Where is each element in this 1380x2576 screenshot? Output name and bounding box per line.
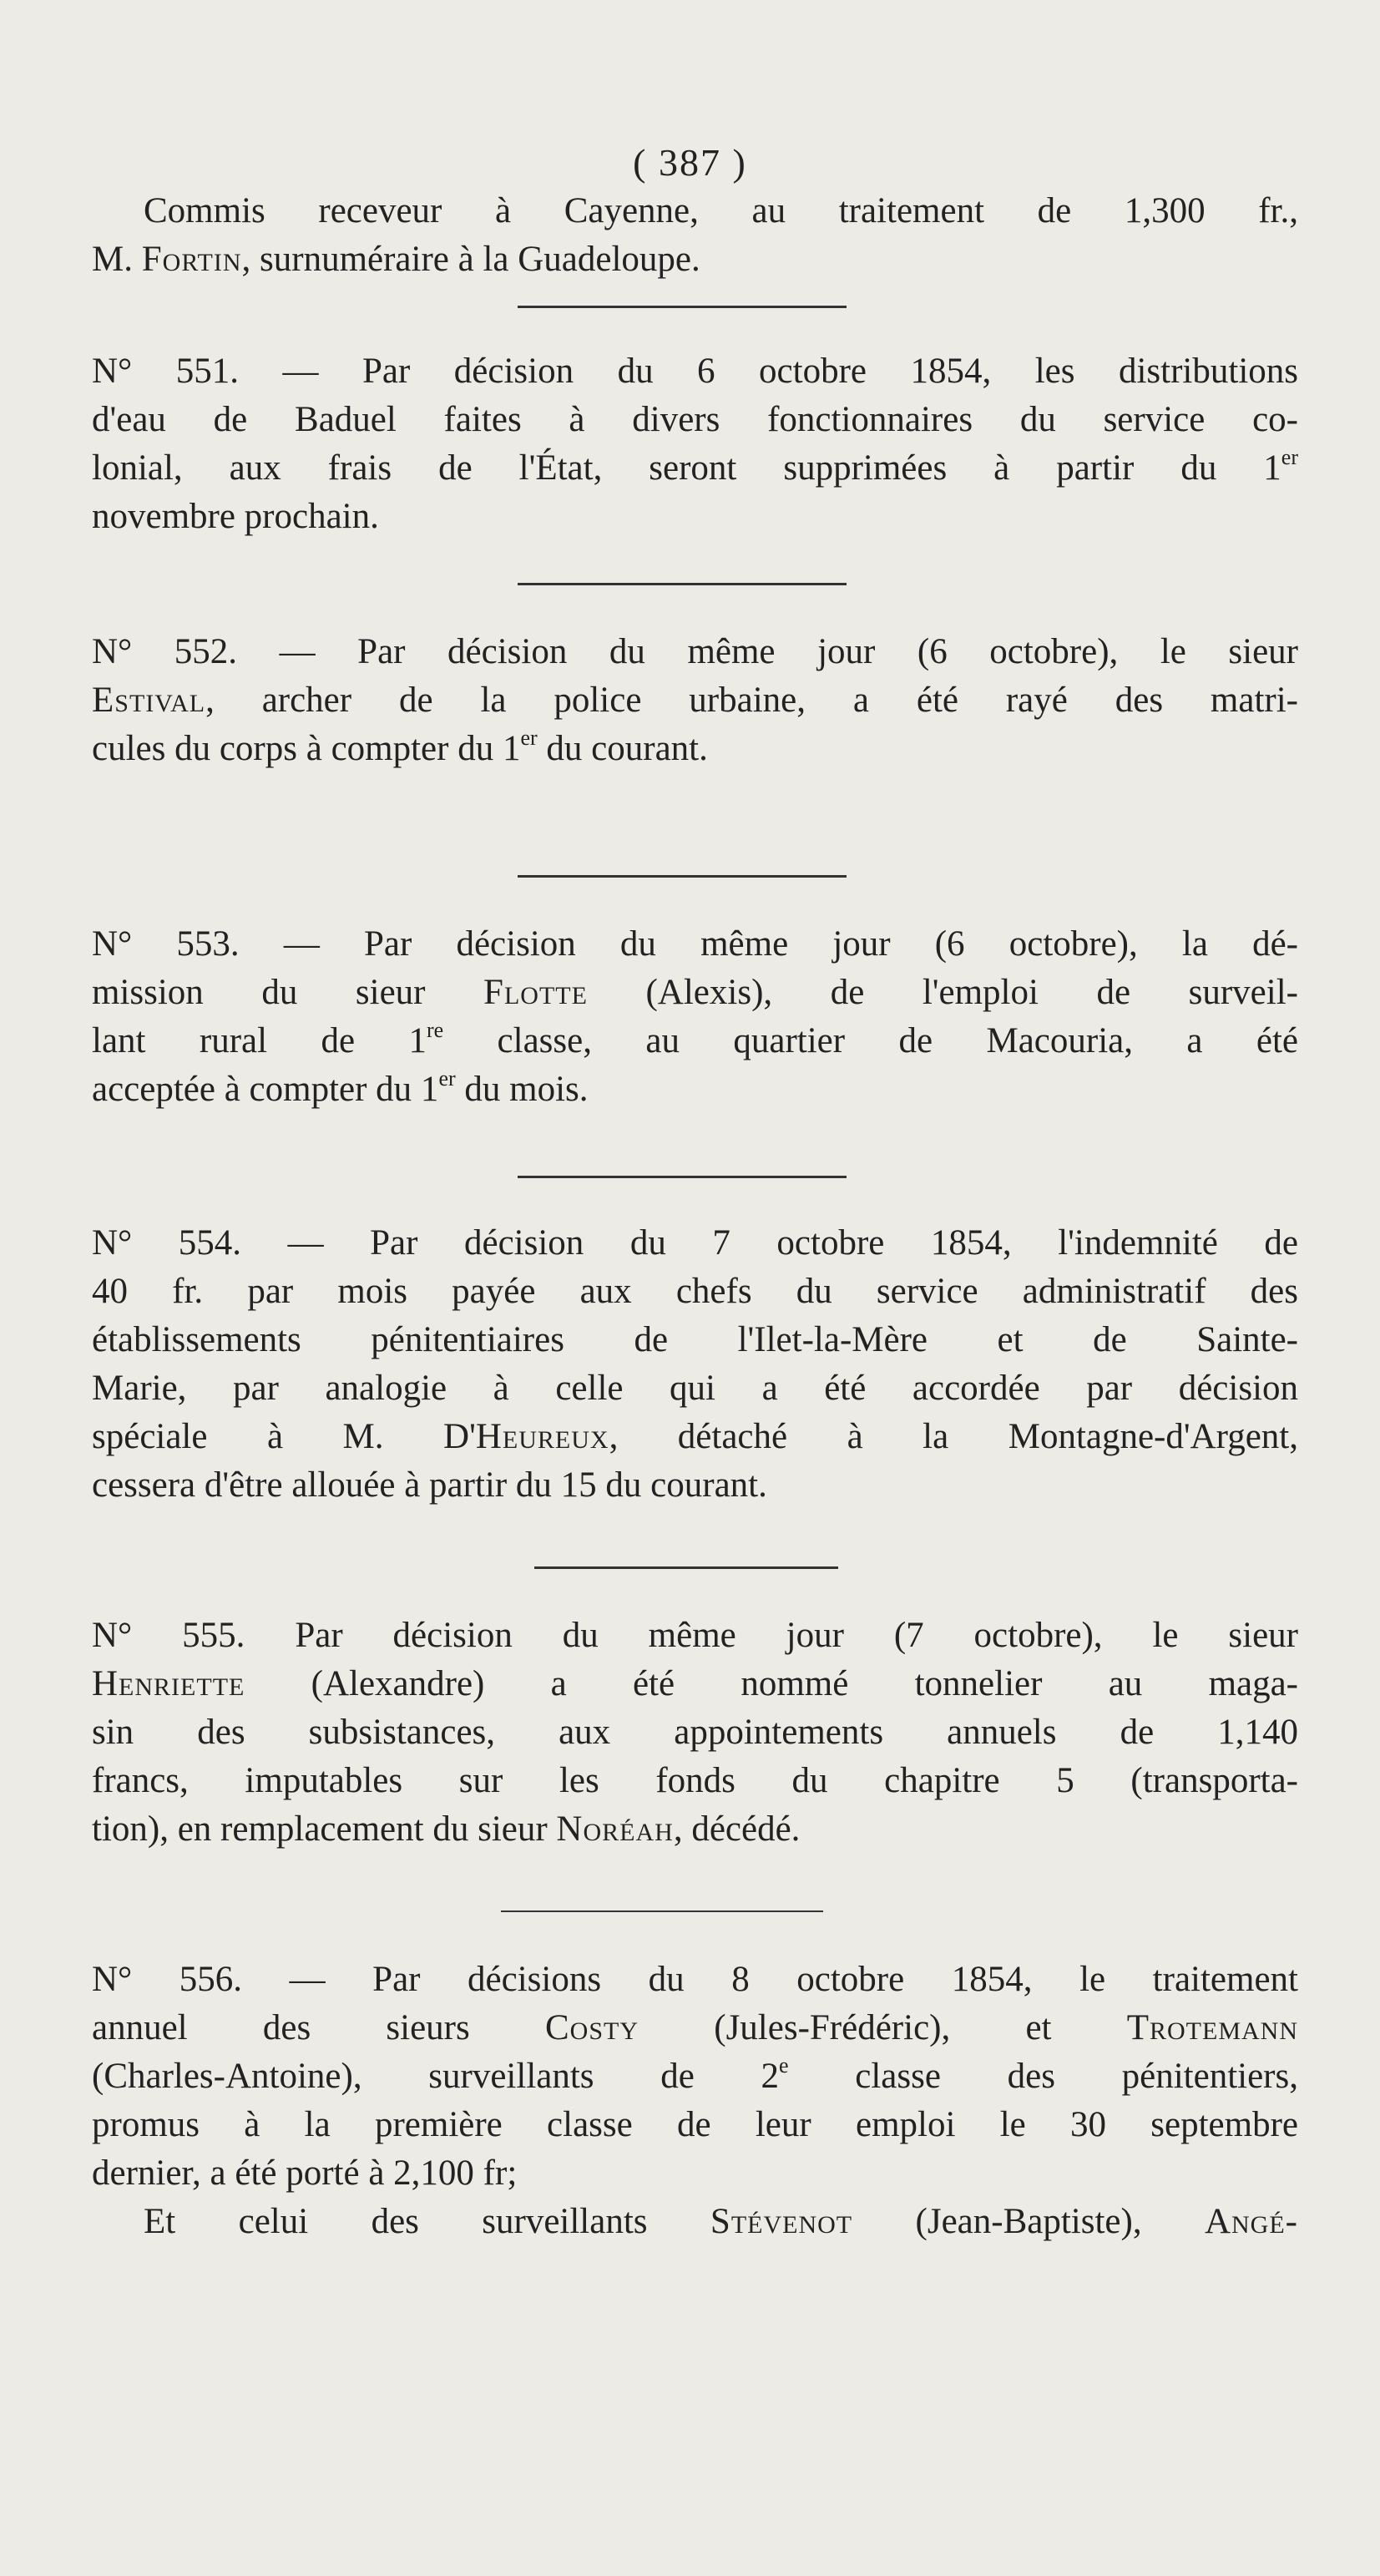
intro-paragraph — [92, 187, 1298, 284]
person-name: Henriette — [92, 1664, 245, 1703]
entry-551 — [92, 347, 1298, 541]
section-divider — [518, 306, 847, 308]
section-divider — [518, 583, 847, 585]
person-name: Costy — [544, 2008, 639, 2047]
person-name: Stévenot — [710, 2202, 853, 2241]
person-name: Fortin — [141, 240, 242, 279]
text-line: sin des subsistances, aux appointements annuels de 1,140 — [92, 1713, 1298, 1752]
text-line: dernier, a été porté à 2,100 fr; — [92, 2153, 518, 2193]
entry-554 — [92, 1219, 1298, 1510]
section-divider — [501, 1910, 823, 1912]
text-line: promus à la première classe de leur emploi le 30 septembre — [92, 2105, 1298, 2144]
person-name: Noréah — [556, 1809, 674, 1849]
text-line: lonial, aux frais de l'État, seront supprimées à partir du 1er — [92, 445, 1298, 488]
text-line: spéciale à M. D'Heureux, détaché à la Montagne-d'Argent, — [92, 1417, 1299, 1456]
text-line: 40 fr. par mois payée aux chefs du service administratif des — [92, 1272, 1298, 1311]
text-line: Et celui des surveillants Stévenot (Jean-Baptiste), Angé- — [144, 2202, 1298, 2241]
person-name: Heureux — [475, 1417, 609, 1456]
entry-553 — [92, 920, 1298, 1114]
section-divider — [518, 1176, 847, 1178]
person-name: Trotemann — [1126, 2008, 1298, 2047]
text-line: francs, imputables sur les fonds du chapitre 5 (transporta- — [92, 1761, 1298, 1800]
text-line: lant rural de 1re classe, au quartier de Macouria, a été — [92, 1018, 1298, 1060]
person-name: Flotte — [483, 973, 588, 1012]
text-line: mission du sieur Flotte (Alexis), de l'emploi de surveil- — [92, 973, 1298, 1012]
text-line: N° 552. — Par décision du même jour (6 octobre), le sieur — [92, 632, 1298, 671]
section-divider — [518, 875, 847, 878]
person-name: Estival — [92, 681, 206, 720]
text-line: N° 553. — Par décision du même jour (6 octobre), la dé- — [92, 924, 1298, 964]
text-line: novembre prochain. — [92, 497, 379, 536]
entry-556 — [92, 1956, 1298, 2246]
person-name: Angé- — [1204, 2202, 1298, 2241]
page-number: ( 387 ) — [633, 141, 747, 184]
text-line: Marie, par analogie à celle qui a été accordée par décision — [92, 1369, 1298, 1408]
entry-552 — [92, 628, 1298, 773]
text-line: Estival, archer de la police urbaine, a été rayé des matri- — [92, 681, 1298, 720]
text-line: N° 554. — Par décision du 7 octobre 1854, l'indemnité de — [92, 1223, 1298, 1263]
text-line: (Charles-Antoine), surveillants de 2e classe des pénitentiers, — [92, 2053, 1298, 2096]
text-line: cules du corps à compter du 1er du courant. — [92, 726, 708, 768]
text-line: N° 551. — Par décision du 6 octobre 1854, les distributions — [92, 352, 1298, 391]
text-line: d'eau de Baduel faites à divers fonctionnaires du service co- — [92, 400, 1298, 439]
text-line: annuel des sieurs Costy (Jules-Frédéric), et Trotemann — [92, 2008, 1298, 2047]
text-line: N° 556. — Par décisions du 8 octobre 1854, le traitement — [92, 1960, 1298, 1999]
text-line: tion), en remplacement du sieur Noréah, décédé. — [92, 1809, 801, 1849]
section-divider — [534, 1566, 838, 1569]
text-line: Commis receveur à Cayenne, au traitement de 1,300 fr., — [144, 191, 1298, 230]
text-line: établissements pénitentiaires de l'Ilet-la-Mère et de Sainte- — [92, 1320, 1298, 1359]
text-line: N° 555. Par décision du même jour (7 octobre), le sieur — [92, 1616, 1298, 1655]
text-line: cessera d'être allouée à partir du 15 du courant. — [92, 1465, 767, 1505]
text-line: acceptée à compter du 1er du mois. — [92, 1066, 589, 1109]
entry-555 — [92, 1612, 1298, 1854]
text-line: M. Fortin, surnuméraire à la Guadeloupe. — [92, 240, 700, 279]
text-line: Henriette (Alexandre) a été nommé tonnelier au maga- — [92, 1664, 1298, 1703]
